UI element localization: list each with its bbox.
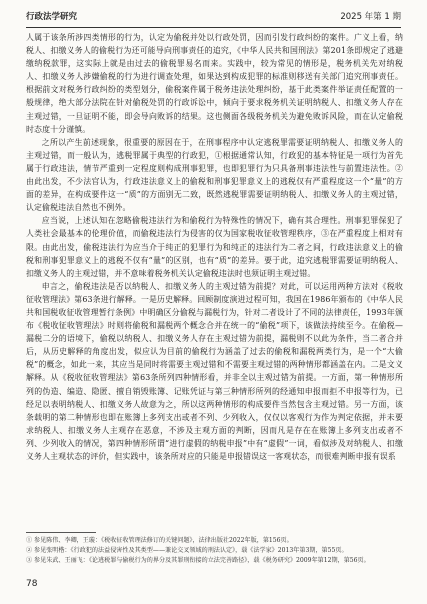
footnote: ② 参见张明楷：《行政犯的法益侵害性及其类型——兼论交叉领域的刑法认定》，载《法学家》2013年第3期，第55页。 [26,547,348,555]
page-number: 78 [26,579,38,589]
footnote: ① 参见陈伟、李卿，王璇：《税收征收管理法修订的关键问题》，法律出版社2022年版，第156页。 [26,537,293,544]
running-header [26,8,401,24]
footnotes [26,536,403,567]
body-paragraph: 应当说，上述认知在忽略偷税违法行为和偷税行为特殊性的情况下，确有其合理性。刑事犯罪保犯了人类社会最基本的伦理价值，而偷税违法行为侵害的仅为国家税收征收管理秩序，③在严重程度上相对有限。由此出发，偷税违法行为应当介于纯正的犯罪行为和纯正的违法行为二者之间，行政违法意义上的偷税和刑事犯罪意义上的逃税不仅有“量”的区别，也有“质”的差异。要于此，追究逃税罪需要证明纳税人、扣缴义务人的主观过错，并不意味着税务机关认定偷税违法时也须证明主观过错。 [26,216,403,278]
header-divider [26,27,401,28]
footnote-divider [26,532,96,533]
body-paragraph: 申言之，偷税违法是否以纳税人、扣缴义务人的主观过错为前提？对此，可以运用两种方法对《税收征收管理法》第63条进行解释。一是历史解释。回顾制度演进过程可知，我国在1986年颁布的《中华人民共和国税收征收管理暂行条例》中明确区分偷税与漏税行为，针对二者设计了不同的法律责任，1993年颁布《税收征收管理法》时则将偷税和漏税两个概念合并在统一的“偷税”项下，该做法持续至今。在偷税—漏税二分的语境下，偷税以纳税人、扣缴义务人存在主观过错为前提，漏税则不以此为条件，当二者合并后，从历史解释的角度出发，似应认为目前的偷税行为涵盖了过去的偷税和漏税两类行为，是一个“大偷税”的概念，如此一来，其应当是同时将需要主观过错和不需要主观过错的两种情形都涵盖在内。二是文义解释。从《税收征收管理法》第63条所列四种情形看，并非全以主观过错为前提。一方面，第一种情形所列的伪造、编造、隐匿、擅自销毁账簿、记账凭证与第三种情形所列的经通知申报而拒不申报等行为，已经足以表明纳税人、扣缴义务人故意为之，所以这两种情形的构成要件当然包含主观过错。另一方面，该条载明的第二种情形也即在账簿上多列支出或者不列、少列收入，仅仅以客观行为作为判定依据，并未要求纳税人、扣缴义务人主观存在恶意，不涉及主观方面的判断，因而凡是存在在账簿上多列支出或者不列、少列收入的情况，第四种情形所谓“进行虚假的纳税申报”中有“虚假”一词，看似涉及对纳税人、扣缴义务人主观状态的评价，但实践中，该条所对应的只能是申报错误这一客观状态，而很难判断申报有误系 [26,281,403,461]
body-paragraph: 人属于该条所涉四类情形的行为，认定为偷税并处以行政处罚，因而引发行政纠纷的案件。广义上看，纳税人、扣缴义务人的偷税行为还可能导向刑事责任的追究，《中华人民共和国刑法》第201条即规定了逃避缴纳税款罪，这实际上就是由过去的偷税罪易名而来。实践中，较为常见的情形是，税务机关先对纳税人、扣缴义务人涉嫌偷税的行为进行调查处理，如果达到构成犯罪的标准则移送有关部门追究刑事责任。根据前文对税务行政纠纷的类型划分，偷税案件属于税务违法处理纠纷，基于此类案件举证责任配置的一般规律，绝大部分法院在针对偷税处罚的行政诉讼中，倾向于要求税务机关证明纳税人、扣缴义务人存在主观过错，一旦证明不能，即会导向败诉的结果。这也侧面各级税务机关为避免败诉风险，而在认定偷税时态度十分谨慎。 [26,33,403,134]
issue-number: 2025 年第 1 期 [340,12,401,22]
footnote: ③ 参见朱武、王丽飞：《论逃税罪与偷税行为的界分及其罪刑衔接的立法完善路径》，载《税务研究》2009年第12期，第56页。 [26,557,370,565]
journal-title: 行政法学研究 [26,12,78,22]
article-body [26,31,403,527]
body-paragraph: 之所以产生前述现象，很重要的原因在于，在刑事程序中认定逃税罪需要证明纳税人、扣缴义务人的主观过错，而一般认为，逃税罪属于典型的行政犯，①根据通常认知，行政犯的基本特征是一项行为首先属于行政违法，情节严重到一定程度则构成刑事犯罪，也即犯罪行为只具备刑事违法性与前置违法性。②由此出发，不少法官认为，行政违法意义上的偷税和刑事犯罪意义上的逃税仅有严重程度这一个“量”的方面的差异，在构成要件这一“质”的方面别无二致，既然逃税罪需要证明纳税人、扣缴义务人的主观过错，认定偷税违法自然也不例外。 [26,137,403,213]
